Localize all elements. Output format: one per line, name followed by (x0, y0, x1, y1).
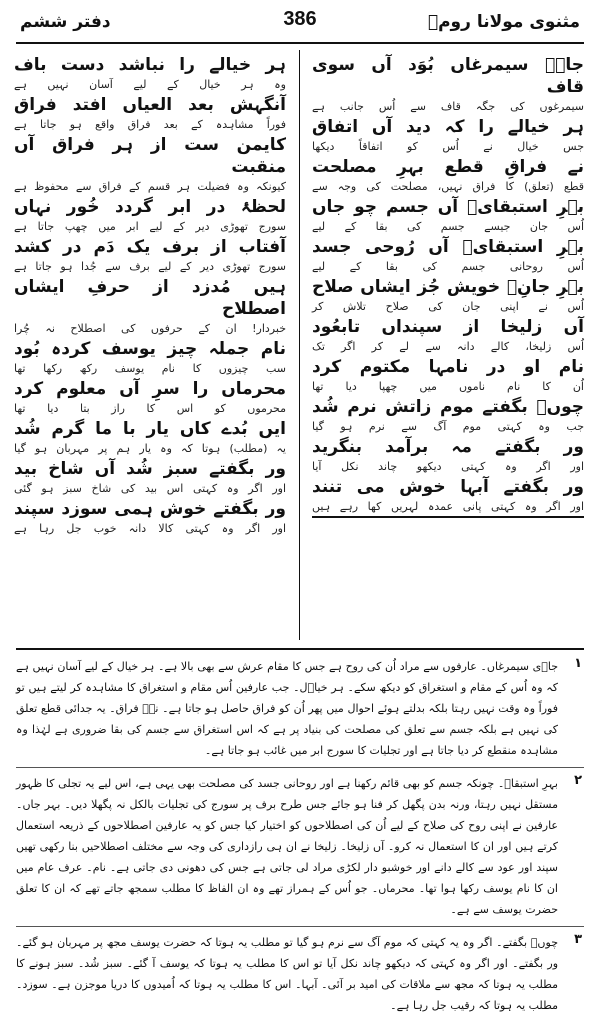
translation-line: اُس نے اپنی جان کی صلاح تلاش کر (312, 300, 584, 313)
footnote-rule (16, 648, 584, 650)
verse-line: ہر خیالے را کہ دید آں اتفاق (312, 117, 584, 137)
header-rule (16, 42, 584, 44)
translation-line: سورج تھوڑی دیر کے لیے ابر میں چھپ جاتا ہے (14, 220, 286, 233)
footnote (16, 932, 584, 1016)
verse-line: ور بگفتے سبز شُد آں شاخ بید (14, 459, 286, 479)
book-title: مثنوی مولانا رومؒ (427, 12, 580, 32)
column-divider (299, 50, 300, 640)
page-number: 386 (283, 8, 317, 30)
verse-line: بہرِ استبقایؔ آں رُوحی جسد (312, 237, 584, 257)
verse-line: بہرِ استبقایؔ آں جسم چو جاں (312, 197, 584, 217)
footnote-separator (16, 926, 584, 927)
footnote (16, 656, 584, 761)
translation-line: اُس روحانی جسم کی بقا کے لیے (312, 260, 584, 273)
footnote (16, 773, 584, 920)
verse-line: ہیں مُدزد از حرفِ ایشاں اصطلاح (14, 277, 286, 319)
translation-line: خبردار! ان کے حرفوں کی اصطلاح نہ چُرا (14, 322, 286, 335)
verse-line: کایمن ست از ہر فراق آں منقبت (14, 135, 286, 177)
footnote-text: جاؔی سیمرغاں۔ عارفوں سے مراد اُن کی روح ہے جس کا مقام عرش سے بھی بالا ہے۔ ہر خیال کے لیے آسان نہیں ہے کہ وہ اُس کے مقام و استغراق کو دیکھ سکے۔ ہر خیاؔل۔ جب عارفین اُس مقام و استغراق کا مشاہدہ کر لیتے ہیں تو فوراً وہ وقت نہیں رہتا بلکہ بدلتے ہوئے احوال میں پھر اُن کو فراق حاصل ہو جاتا ہے۔ نےؔ فراق۔ یہ جدائی قطع تعلق کی نہیں ہے بلکہ جسم سے تعلق کی مصلحت کی بنیاد پر ہے کہ اس استغراق سے جسم کی بقا ضروری ہے لہٰذا وہ مشاہدہ منقطع کر دیا جاتا ہے اور تجلیات کا سورج ابر میں غائب ہو جاتا ہے۔ (16, 660, 558, 757)
translation-line: جس خیال نے اُس کو اتفاقاً دیکھا (312, 140, 584, 153)
footnote-number: ۲ (574, 773, 582, 788)
verse-line: ایں بُدے کاں یار با ما گرم شُد (14, 419, 286, 439)
verse-column-right (312, 54, 584, 519)
translation-line: اُن کا نام ناموں میں چھپا دیا تھا (312, 380, 584, 393)
translation-line: یہ (مطلب) ہوتا کہ وہ یار ہم پر مہربان ہو گیا (14, 442, 286, 455)
translation-line: اور اگر وہ کہتی اس بید کی شاخ سبز ہو گئی (14, 482, 286, 495)
translation-line: سب چیزوں کا نام یوسف رکھ رکھا تھا (14, 362, 286, 375)
translation-line: جب وہ کہتی موم آگ سے نرم ہو گیا (312, 420, 584, 433)
footnote-number: ۱ (574, 656, 582, 671)
translation-line: سیمرغوں کی جگہ قاف سے اُس جانب ہے (312, 100, 584, 113)
translation-line: اُس جان جیسے جسم کی بقا کے لیے (312, 220, 584, 233)
verse-line: محرماں را سرِ آں معلوم کرد (14, 379, 286, 399)
verse-line: بہرِ جانِؔ خویش جُز ایشاں صلاح (312, 277, 584, 297)
translation-line: اور اگر وہ کہتی دیکھو چاند نکل آیا (312, 460, 584, 473)
verse-line: ور بگفتے مہ برآمد بنگرید (312, 437, 584, 457)
verse-line: نام جملہ چیز یوسف کردہ بُود (14, 339, 286, 359)
translation-line: سورج تھوڑی دیر کے لیے برف سے جُدا ہو جاتا ہے (14, 260, 286, 273)
translation-line: اور اگر وہ کہتی پانی عمدہ لہریں کھا رہے ہیں (312, 498, 584, 518)
footnotes (16, 656, 584, 1022)
page-header (16, 6, 584, 40)
translation-line: اُس زلیخا، کالے دانہ سے لے کر اگر تک (312, 340, 584, 353)
translation-line: فوراً مشاہدہ کے بعد فراق واقع ہو جاتا ہے (14, 118, 286, 131)
footnote-text: چوںؔ بگفتے۔ اگر وہ یہ کہتی کہ موم آگ سے نرم ہو گیا تو مطلب یہ ہوتا کہ حضرت یوسف مجھ پر مہربان ہو گئے۔ ور بگفتے۔ اور اگر وہ کہتی کہ دیکھو چاند نکل آیا تو اس کا مطلب یہ ہوتا کہ یوسف آ گئے۔ سبز شُد۔ سبز ہونے کا مطلب یہ ہوتا کہ مجھ سے ملاقات کی امید بر آئی۔ آبہا۔ اس کا مطلب یہ ہوتا کہ اُمیدوں کا دریا موجزن ہے۔ سوزد۔ مطلب یہ ہوتا کہ رقیب جل رہا ہے۔ (16, 936, 558, 1012)
verse-line: ور بگفتے خوش ہمی سوزد سپند (14, 499, 286, 519)
verse-line: آنگہش بعد العیاں افتد فراق (14, 95, 286, 115)
volume-label: دفتر ششم (20, 12, 111, 32)
verse-column-left (14, 54, 286, 538)
translation-line: قطع (تعلق) کا فراق نہیں، مصلحت کی وجہ سے (312, 180, 584, 193)
verse-line: ور بگفتے آبہا خوش می تنند (312, 477, 584, 497)
translation-line: وہ ہر خیال کے لیے آسان نہیں ہے (14, 78, 286, 91)
verse-line: آفتاب از برف یک دَم در کشد (14, 237, 286, 257)
footnote-number: ۳ (574, 932, 582, 947)
translation-line: محرموں کو اس کا راز بتا دیا تھا (14, 402, 286, 415)
translation-line: اور اگر وہ کہتی کالا دانہ خوب جل رہا ہے (14, 522, 286, 535)
footnote-separator (16, 767, 584, 768)
verse-line: نے فراقِ قطع بہرِ مصلحت (312, 157, 584, 177)
translation-line: کیونکہ وہ فضیلت ہر قسم کے فراق سے محفوظ ہے (14, 180, 286, 193)
footnote-text: بہرِ استبقاؔ۔ چونکہ جسم کو بھی قائم رکھنا ہے اور روحانی جسد کی مصلحت بھی یہی ہے، اس لیے یہ تجلی کا ظہور مستقل نہیں رہتا، ورنہ بدن پگھل کر فنا ہو جائے جس طرح برف پر سورج کی تجلیات بالکل نہ پگھلا دیں۔ بہر جاں۔ عارفین نے اپنی روح کی صلاح کے لیے اُن کی اصطلاحوں کو اختیار کیا جس کو یہ عارفین اصطلاحوں کے ذریعہ استعمال کرتے ہیں اور ان کا استعمال نہ کرو۔ آں زلیخا۔ زلیخا نے ان ہی رازداری کی وجہ سے مختلف اصطلاحیں بنا رکھی تھیں سپند اور عود سے کالے دانے اور خوشبو دار لکڑی مراد لی جاتی ہے جس کی دھونی دی جاتی ہے۔ نام۔ عرف عام میں ان کا نام یوسف رکھا ہوا تھا۔ محرماں۔ جو اُس کے ہمراز تھے وہ ان الفاظ کا مطلب سمجھ جاتے تھے کہ ان کا تعلق حضرت یوسف سے ہے۔ (16, 777, 558, 916)
verse-line: ہر خیالے را نباشد دست باف (14, 55, 286, 75)
verse-line: لحظۂ در ابر گردد خُور نہاں (14, 197, 286, 217)
verse-line: جاےؔ سیمرغاں بُوَد آں سوی قاف (312, 55, 584, 97)
verse-line: نام او در نامہا مکتوم کرد (312, 357, 584, 377)
verse-line: آں زلیخا از سپنداں تابعُود (312, 317, 584, 337)
verse-line: چوںؔ بگفتے موم زاتش نرم شُد (312, 397, 584, 417)
